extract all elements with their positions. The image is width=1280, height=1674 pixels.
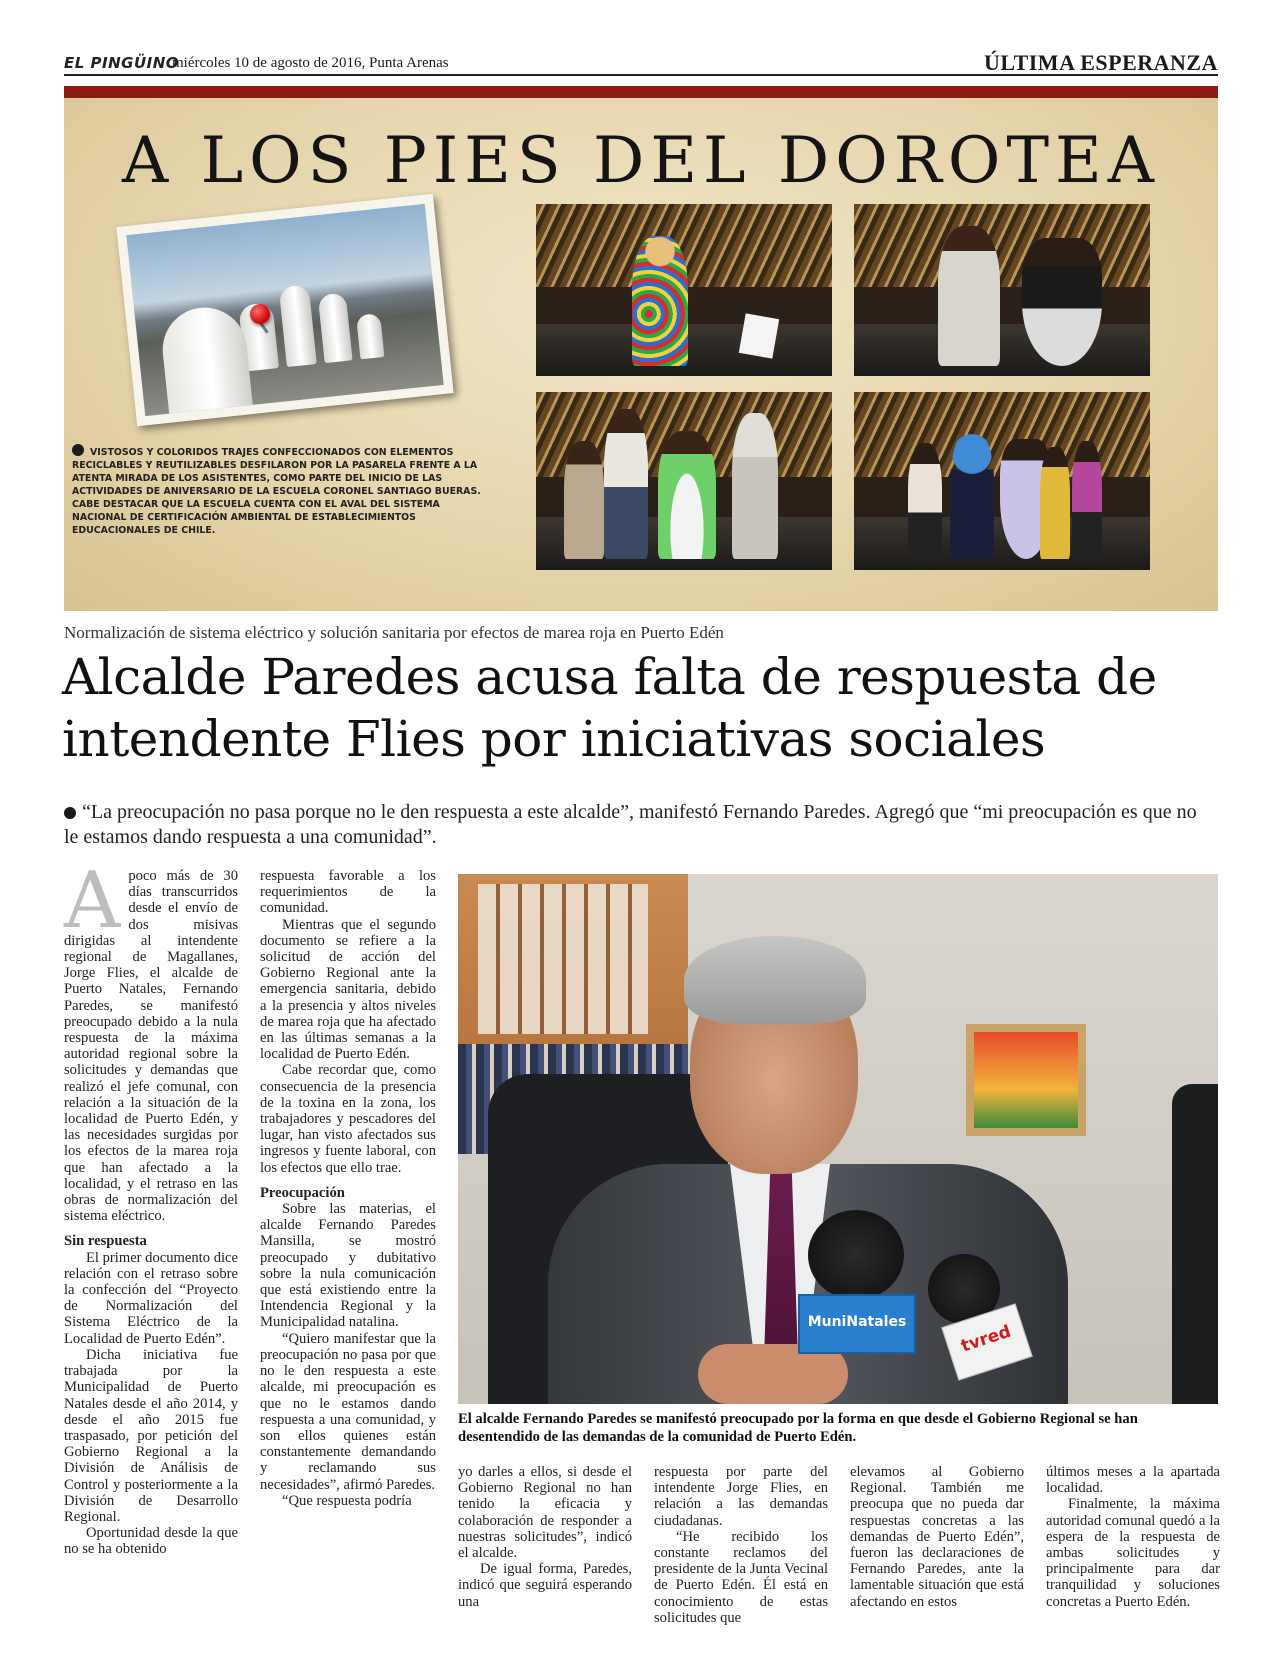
article-kicker: Normalización de sistema eléctrico y solución sanitaria por efectos de marea roja en Puerto Edén [64, 623, 724, 642]
paragraph: respuesta por parte del intendente Jorge Flies, en relación a las demandas ciudadanas. [654, 1464, 828, 1529]
paragraph: Cabe recordar que, como consecuencia de la presencia de la toxina en la zona, los trabajadores y pescadores del lugar, han visto afectados sus ingresos y fuente laboral, con los efectos que ello trae. [260, 1062, 436, 1176]
paragraph: Sobre las materias, el alcalde Fernando Paredes Mansilla, se mostró preocupado y dubitativo sobre la nula comunicación que está existiendo entre la Intendencia Regional y la Municipalidad natalina. [260, 1201, 436, 1331]
mic-label-tvred: tvred [958, 1321, 1014, 1357]
paragraph-text: poco más de 30 días transcurridos desde el envío de dos misivas dirigidas al intendente regional de Magallanes, Jorge Flies, el alcalde de Puerto Natales, Fernando Paredes, se manifestó preocupado debido a la nula respuesta de la máxima autoridad regional sobre la solicitudes y demandas que realizó el jefe comunal, con relación a la situación de la localidad de Puerto Edén, y las necesidades surgidas por los efectos de la marea roja que han afectado a la localidad, y el retraso en las obras de normalización del sistema eléctrico. [64, 868, 238, 1225]
section-title: ÚLTIMA ESPERANZA [984, 50, 1218, 75]
paragraph: últimos meses a la apartada localidad. [1046, 1464, 1220, 1497]
mic-label-muninatales: MuniNatales [807, 1314, 907, 1330]
photo-caption: El alcalde Fernando Paredes se manifestó preocupado por la forma en que desde el Gobierno Regional se han desentendido de las demandas de la comunidad de Puerto Edén. [458, 1411, 1138, 1445]
article-lead-text: “La preocupación no pasa porque no le den respuesta a este alcalde”, manifestó Fernando Paredes. Agregó que “mi preocupación es que no le estamos dando respuesta a una comunidad”. [64, 801, 1197, 848]
issue-date: miércoles 10 de agosto de 2016, Punta Arenas [172, 55, 449, 71]
push-pin-icon [250, 304, 270, 324]
photo-costume-4 [854, 392, 1150, 570]
article-column-5 [850, 1464, 1024, 1610]
bullet-icon [72, 444, 84, 456]
newspaper-logo: EL PINGÜINO [64, 54, 180, 72]
article-headline: Alcalde Paredes acusa falta de respuesta de intendente Flies por iniciativas sociales [62, 648, 1157, 768]
paragraph: respuesta favorable a los requerimientos de la comunidad. [260, 868, 436, 917]
article-column-2 [260, 868, 436, 1509]
paragraph: Oportunidad desde la que no se ha obtenido [64, 1525, 238, 1558]
pinned-photo-hand-monument [116, 194, 453, 426]
article-column-6 [1046, 1464, 1220, 1610]
feature-caption [72, 444, 492, 538]
photo-costume-1 [536, 204, 832, 376]
paragraph: El primer documento dice relación con el retraso sobre la confección del “Proyecto de Normalización del Sistema Eléctrico de la Localidad de Puerto Edén”. [64, 1249, 238, 1347]
feature-caption-text: VISTOSOS Y COLORIDOS TRAJES CONFECCIONADOS CON ELEMENTOS RECICLABLES Y REUTILIZABLES DESFILARON POR LA PASARELA FRENTE A LA ATENTA MIRADA DE LOS ASISTENTES, COMO PARTE DEL INICIO DE LAS ACTIVIDADES DE ANIVERSARIO DE LA ESCUELA CORONEL SANTIAGO BUERAS. CABE DESTACAR QUE LA ESCUELA CUENTA CON EL AVAL DEL SISTEMA NACIONAL DE CERTIFICACIÓN AMBIENTAL DE ESTABLECIMIENTOS EDUCACIONALES DE CHILE. [72, 447, 481, 536]
drop-cap: A [64, 856, 121, 946]
photo-mayor-press [458, 874, 1218, 1404]
paragraph: yo darles a ellos, si desde el Gobierno Regional no han tenido la eficacia y colaboración de responder a nuestras solicitudes”, indicó el alcalde. [458, 1464, 632, 1562]
paragraph: “He recibido los constante reclamos del presidente de la Junta Vecinal de Puerto Edén. Él está en conocimiento de estas solicitudes que [654, 1528, 828, 1626]
paragraph: “Que respuesta podría [282, 1492, 412, 1509]
feature-title: A LOS PIES DEL DOROTEA [122, 124, 1160, 198]
feature-panel [64, 86, 1218, 611]
article-column-3 [458, 1464, 632, 1610]
paragraph: De igual forma, Paredes, indicó que seguirá esperando una [458, 1561, 632, 1610]
photo-costume-2 [854, 204, 1150, 376]
paragraph [64, 856, 238, 1225]
subhead-sin-respuesta: Sin respuesta [64, 1233, 147, 1250]
article-column-4 [654, 1464, 828, 1626]
subhead-preocupacion: Preocupación [260, 1184, 345, 1201]
paragraph: Finalmente, la máxima autoridad comunal quedó a la espera de la respuesta de ambas solicitudes y principalmente para dar tranquilidad y soluciones concretas a Puerto Edén. [1046, 1496, 1220, 1610]
article-lead [64, 800, 1214, 850]
article-column-1 [64, 856, 238, 1558]
paragraph: Dicha iniciativa fue trabajada por la Municipalidad de Puerto Natales desde el año 2014, y desde el año 2015 fue traspasado, por petición del Gobierno Regional a la División de Análisis de Control y posteriormente a la División de Desarrollo Regional. [64, 1346, 238, 1525]
photo-costume-3 [536, 392, 832, 570]
paragraph: “Quiero manifestar que la preocupación no pasa por que no le den respuesta a este alcalde, mi preocupación es que no le estamos dando respuesta a una comunidad, y son ellos quienes están constantemente demandando y reclamando sus necesidades”, afirmó Paredes. [260, 1330, 436, 1493]
paragraph: elevamos al Gobierno Regional. También me preocupa que no pueda dar respuestas concretas a las demandas de Puerto Edén”, fueron las declaraciones de Fernando Paredes, ante la lamentable situación que está afectando en estos [850, 1464, 1024, 1610]
paragraph: Mientras que el segundo documento se refiere a la solicitud de acción del Gobierno Regional ante la emergencia sanitaria, debido a la presencia y altos niveles de marea roja que ha afectado en las últimas semanas a la localidad de Puerto Edén. [260, 916, 436, 1063]
page-header [64, 50, 1218, 76]
bullet-icon [64, 807, 76, 819]
